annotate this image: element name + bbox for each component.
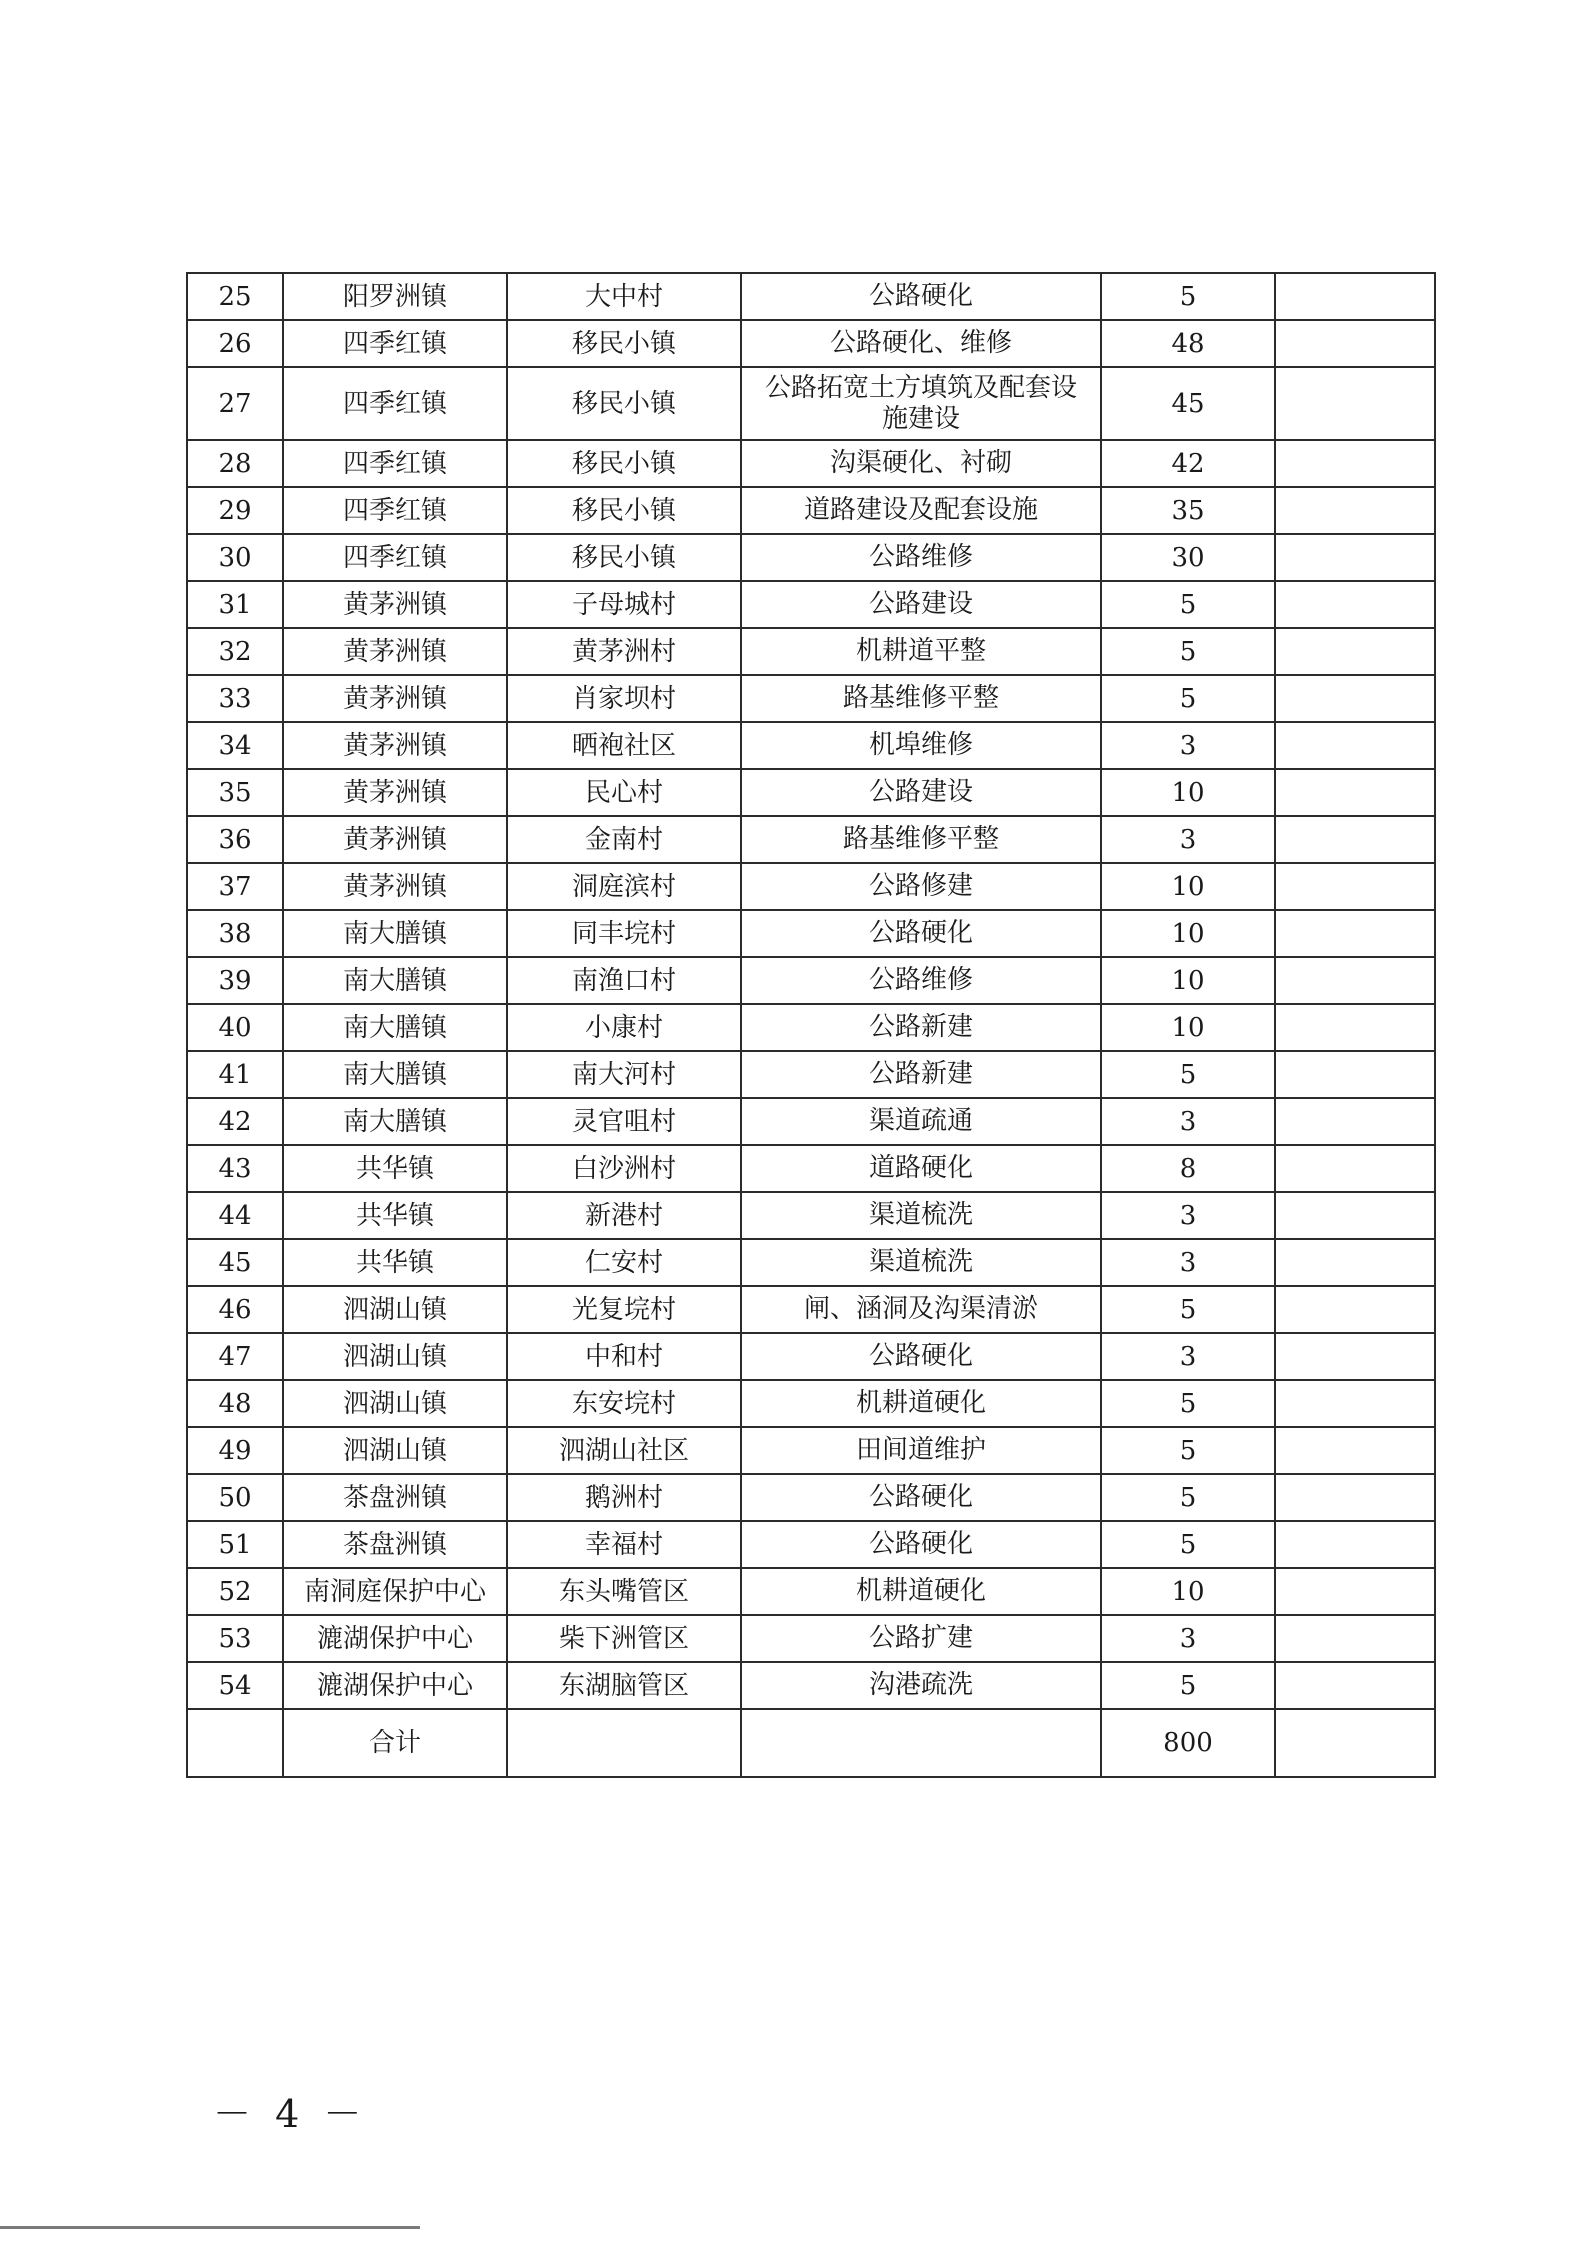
total-blank-cell <box>1275 1709 1435 1777</box>
note-cell <box>1275 1098 1435 1145</box>
row-number-cell: 34 <box>187 722 283 769</box>
village-cell: 东湖脑管区 <box>507 1662 741 1709</box>
amount-cell: 30 <box>1101 534 1275 581</box>
row-number-cell: 51 <box>187 1521 283 1568</box>
row-number-cell: 37 <box>187 863 283 910</box>
note-cell <box>1275 1239 1435 1286</box>
village-cell: 泗湖山社区 <box>507 1427 741 1474</box>
amount-cell: 48 <box>1101 320 1275 367</box>
row-number-cell: 35 <box>187 769 283 816</box>
note-cell <box>1275 1427 1435 1474</box>
village-cell: 光复垸村 <box>507 1286 741 1333</box>
village-cell: 黄茅洲村 <box>507 628 741 675</box>
row-number-cell: 38 <box>187 910 283 957</box>
note-cell <box>1275 628 1435 675</box>
project-item-cell: 道路建设及配套设施 <box>741 487 1101 534</box>
amount-cell: 5 <box>1101 1427 1275 1474</box>
village-cell: 移民小镇 <box>507 440 741 487</box>
project-item-cell: 公路硬化 <box>741 1521 1101 1568</box>
row-number-cell: 47 <box>187 1333 283 1380</box>
table-row <box>187 1239 1435 1286</box>
note-cell <box>1275 910 1435 957</box>
note-cell <box>1275 1145 1435 1192</box>
bottom-rule <box>0 2226 420 2229</box>
town-cell: 黄茅洲镇 <box>283 863 507 910</box>
page-number: － 4 － <box>213 2092 368 2136</box>
village-cell: 大中村 <box>507 273 741 320</box>
town-cell: 黄茅洲镇 <box>283 628 507 675</box>
row-number-cell: 41 <box>187 1051 283 1098</box>
village-cell: 小康村 <box>507 1004 741 1051</box>
note-cell <box>1275 1662 1435 1709</box>
project-item-cell: 田间道维护 <box>741 1427 1101 1474</box>
project-item-cell: 渠道疏通 <box>741 1098 1101 1145</box>
table-row <box>187 534 1435 581</box>
project-item-cell: 公路硬化 <box>741 273 1101 320</box>
note-cell <box>1275 1615 1435 1662</box>
row-number-cell: 54 <box>187 1662 283 1709</box>
note-cell <box>1275 534 1435 581</box>
project-table <box>186 272 1436 1778</box>
amount-cell: 10 <box>1101 957 1275 1004</box>
project-item-cell: 机耕道硬化 <box>741 1380 1101 1427</box>
amount-cell: 8 <box>1101 1145 1275 1192</box>
table-row <box>187 1568 1435 1615</box>
note-cell <box>1275 440 1435 487</box>
project-item-cell: 渠道梳洗 <box>741 1192 1101 1239</box>
note-cell <box>1275 1051 1435 1098</box>
project-item-cell: 公路硬化 <box>741 1333 1101 1380</box>
amount-cell: 3 <box>1101 1192 1275 1239</box>
note-cell <box>1275 1568 1435 1615</box>
town-cell: 漉湖保护中心 <box>283 1662 507 1709</box>
village-cell: 幸福村 <box>507 1521 741 1568</box>
table-row <box>187 1521 1435 1568</box>
town-cell: 黄茅洲镇 <box>283 769 507 816</box>
row-number-cell: 48 <box>187 1380 283 1427</box>
note-cell <box>1275 1333 1435 1380</box>
town-cell: 泗湖山镇 <box>283 1333 507 1380</box>
town-cell: 泗湖山镇 <box>283 1286 507 1333</box>
amount-cell: 35 <box>1101 487 1275 534</box>
town-cell: 泗湖山镇 <box>283 1427 507 1474</box>
note-cell <box>1275 1004 1435 1051</box>
table-row <box>187 367 1435 440</box>
town-cell: 泗湖山镇 <box>283 1380 507 1427</box>
project-item-cell: 机埠维修 <box>741 722 1101 769</box>
amount-cell: 5 <box>1101 628 1275 675</box>
amount-cell: 5 <box>1101 1380 1275 1427</box>
village-cell: 移民小镇 <box>507 534 741 581</box>
project-item-cell: 公路新建 <box>741 1004 1101 1051</box>
amount-cell: 5 <box>1101 675 1275 722</box>
row-number-cell: 52 <box>187 1568 283 1615</box>
row-number-cell: 36 <box>187 816 283 863</box>
note-cell <box>1275 863 1435 910</box>
table-row <box>187 581 1435 628</box>
town-cell: 共华镇 <box>283 1239 507 1286</box>
town-cell: 漉湖保护中心 <box>283 1615 507 1662</box>
project-item-cell: 公路硬化 <box>741 1474 1101 1521</box>
row-number-cell: 50 <box>187 1474 283 1521</box>
table-row <box>187 1286 1435 1333</box>
row-number-cell: 33 <box>187 675 283 722</box>
amount-cell: 3 <box>1101 1098 1275 1145</box>
town-cell: 南大膳镇 <box>283 910 507 957</box>
amount-cell: 5 <box>1101 1662 1275 1709</box>
amount-cell: 5 <box>1101 1286 1275 1333</box>
table-row <box>187 320 1435 367</box>
note-cell <box>1275 1286 1435 1333</box>
town-cell: 黄茅洲镇 <box>283 816 507 863</box>
town-cell: 四季红镇 <box>283 487 507 534</box>
total-label-cell: 合计 <box>283 1709 507 1777</box>
table-row <box>187 863 1435 910</box>
project-item-cell: 沟渠硬化、衬砌 <box>741 440 1101 487</box>
table-row <box>187 1615 1435 1662</box>
table-row <box>187 1192 1435 1239</box>
table-row <box>187 1145 1435 1192</box>
amount-cell: 10 <box>1101 769 1275 816</box>
village-cell: 新港村 <box>507 1192 741 1239</box>
row-number-cell: 42 <box>187 1098 283 1145</box>
village-cell: 同丰垸村 <box>507 910 741 957</box>
village-cell: 移民小镇 <box>507 320 741 367</box>
row-number-cell: 27 <box>187 367 283 440</box>
amount-cell: 45 <box>1101 367 1275 440</box>
project-item-cell: 公路硬化、维修 <box>741 320 1101 367</box>
project-item-cell: 机耕道硬化 <box>741 1568 1101 1615</box>
town-cell: 南大膳镇 <box>283 1004 507 1051</box>
table-row <box>187 1333 1435 1380</box>
table-row <box>187 910 1435 957</box>
village-cell: 鹅洲村 <box>507 1474 741 1521</box>
amount-cell: 5 <box>1101 273 1275 320</box>
note-cell <box>1275 1192 1435 1239</box>
total-blank-cell <box>741 1709 1101 1777</box>
note-cell <box>1275 273 1435 320</box>
amount-cell: 10 <box>1101 910 1275 957</box>
town-cell: 黄茅洲镇 <box>283 722 507 769</box>
note-cell <box>1275 1474 1435 1521</box>
village-cell: 移民小镇 <box>507 487 741 534</box>
row-number-cell: 26 <box>187 320 283 367</box>
amount-cell: 10 <box>1101 863 1275 910</box>
note-cell <box>1275 722 1435 769</box>
note-cell <box>1275 769 1435 816</box>
town-cell: 四季红镇 <box>283 440 507 487</box>
village-cell: 洞庭滨村 <box>507 863 741 910</box>
amount-cell: 3 <box>1101 1333 1275 1380</box>
village-cell: 东头嘴管区 <box>507 1568 741 1615</box>
row-number-cell: 53 <box>187 1615 283 1662</box>
town-cell: 南洞庭保护中心 <box>283 1568 507 1615</box>
project-item-cell: 沟港疏洗 <box>741 1662 1101 1709</box>
amount-cell: 5 <box>1101 1474 1275 1521</box>
table-row <box>187 1427 1435 1474</box>
project-item-cell: 机耕道平整 <box>741 628 1101 675</box>
table-row <box>187 816 1435 863</box>
village-cell: 南渔口村 <box>507 957 741 1004</box>
total-blank-cell <box>187 1709 283 1777</box>
amount-cell: 42 <box>1101 440 1275 487</box>
town-cell: 南大膳镇 <box>283 1051 507 1098</box>
town-cell: 四季红镇 <box>283 534 507 581</box>
village-cell: 东安垸村 <box>507 1380 741 1427</box>
note-cell <box>1275 367 1435 440</box>
village-cell: 民心村 <box>507 769 741 816</box>
total-row <box>187 1709 1435 1777</box>
town-cell: 茶盘洲镇 <box>283 1474 507 1521</box>
table-row <box>187 957 1435 1004</box>
town-cell: 南大膳镇 <box>283 1098 507 1145</box>
project-item-cell: 公路扩建 <box>741 1615 1101 1662</box>
amount-cell: 5 <box>1101 1521 1275 1568</box>
table-row <box>187 487 1435 534</box>
table-row <box>187 628 1435 675</box>
note-cell <box>1275 581 1435 628</box>
row-number-cell: 29 <box>187 487 283 534</box>
table-row <box>187 1662 1435 1709</box>
note-cell <box>1275 1521 1435 1568</box>
row-number-cell: 43 <box>187 1145 283 1192</box>
town-cell: 黄茅洲镇 <box>283 581 507 628</box>
table-row <box>187 1004 1435 1051</box>
table-body <box>187 273 1435 1777</box>
town-cell: 四季红镇 <box>283 367 507 440</box>
row-number-cell: 32 <box>187 628 283 675</box>
town-cell: 南大膳镇 <box>283 957 507 1004</box>
project-item-cell: 公路维修 <box>741 534 1101 581</box>
row-number-cell: 39 <box>187 957 283 1004</box>
note-cell <box>1275 957 1435 1004</box>
row-number-cell: 44 <box>187 1192 283 1239</box>
amount-cell: 3 <box>1101 816 1275 863</box>
village-cell: 移民小镇 <box>507 367 741 440</box>
row-number-cell: 40 <box>187 1004 283 1051</box>
village-cell: 子母城村 <box>507 581 741 628</box>
note-cell <box>1275 675 1435 722</box>
table-row <box>187 273 1435 320</box>
row-number-cell: 31 <box>187 581 283 628</box>
project-item-cell: 路基维修平整 <box>741 816 1101 863</box>
village-cell: 南大河村 <box>507 1051 741 1098</box>
project-item-cell: 公路拓宽土方填筑及配套设施建设 <box>741 367 1101 440</box>
table-row <box>187 1051 1435 1098</box>
table-row <box>187 675 1435 722</box>
table-row <box>187 440 1435 487</box>
total-blank-cell <box>507 1709 741 1777</box>
project-item-cell: 公路建设 <box>741 769 1101 816</box>
table-row <box>187 769 1435 816</box>
amount-cell: 5 <box>1101 1051 1275 1098</box>
village-cell: 柴下洲管区 <box>507 1615 741 1662</box>
village-cell: 金南村 <box>507 816 741 863</box>
note-cell <box>1275 1380 1435 1427</box>
amount-cell: 3 <box>1101 722 1275 769</box>
town-cell: 茶盘洲镇 <box>283 1521 507 1568</box>
amount-cell: 3 <box>1101 1239 1275 1286</box>
row-number-cell: 30 <box>187 534 283 581</box>
project-item-cell: 公路硬化 <box>741 910 1101 957</box>
town-cell: 共华镇 <box>283 1192 507 1239</box>
amount-cell: 5 <box>1101 581 1275 628</box>
amount-cell: 10 <box>1101 1568 1275 1615</box>
town-cell: 四季红镇 <box>283 320 507 367</box>
note-cell <box>1275 320 1435 367</box>
note-cell <box>1275 816 1435 863</box>
table-row <box>187 722 1435 769</box>
note-cell <box>1275 487 1435 534</box>
project-item-cell: 公路建设 <box>741 581 1101 628</box>
village-cell: 肖家坝村 <box>507 675 741 722</box>
amount-cell: 3 <box>1101 1615 1275 1662</box>
total-amount-cell: 800 <box>1101 1709 1275 1777</box>
project-item-cell: 路基维修平整 <box>741 675 1101 722</box>
project-item-cell: 渠道梳洗 <box>741 1239 1101 1286</box>
row-number-cell: 49 <box>187 1427 283 1474</box>
village-cell: 晒袍社区 <box>507 722 741 769</box>
project-item-cell: 公路新建 <box>741 1051 1101 1098</box>
village-cell: 灵官咀村 <box>507 1098 741 1145</box>
town-cell: 共华镇 <box>283 1145 507 1192</box>
table-row <box>187 1474 1435 1521</box>
village-cell: 中和村 <box>507 1333 741 1380</box>
project-item-cell: 道路硬化 <box>741 1145 1101 1192</box>
project-item-cell: 公路维修 <box>741 957 1101 1004</box>
table-row <box>187 1098 1435 1145</box>
project-item-cell: 公路修建 <box>741 863 1101 910</box>
amount-cell: 10 <box>1101 1004 1275 1051</box>
town-cell: 阳罗洲镇 <box>283 273 507 320</box>
town-cell: 黄茅洲镇 <box>283 675 507 722</box>
project-item-cell: 闸、涵洞及沟渠清淤 <box>741 1286 1101 1333</box>
village-cell: 白沙洲村 <box>507 1145 741 1192</box>
row-number-cell: 25 <box>187 273 283 320</box>
village-cell: 仁安村 <box>507 1239 741 1286</box>
row-number-cell: 28 <box>187 440 283 487</box>
table-row <box>187 1380 1435 1427</box>
row-number-cell: 46 <box>187 1286 283 1333</box>
row-number-cell: 45 <box>187 1239 283 1286</box>
